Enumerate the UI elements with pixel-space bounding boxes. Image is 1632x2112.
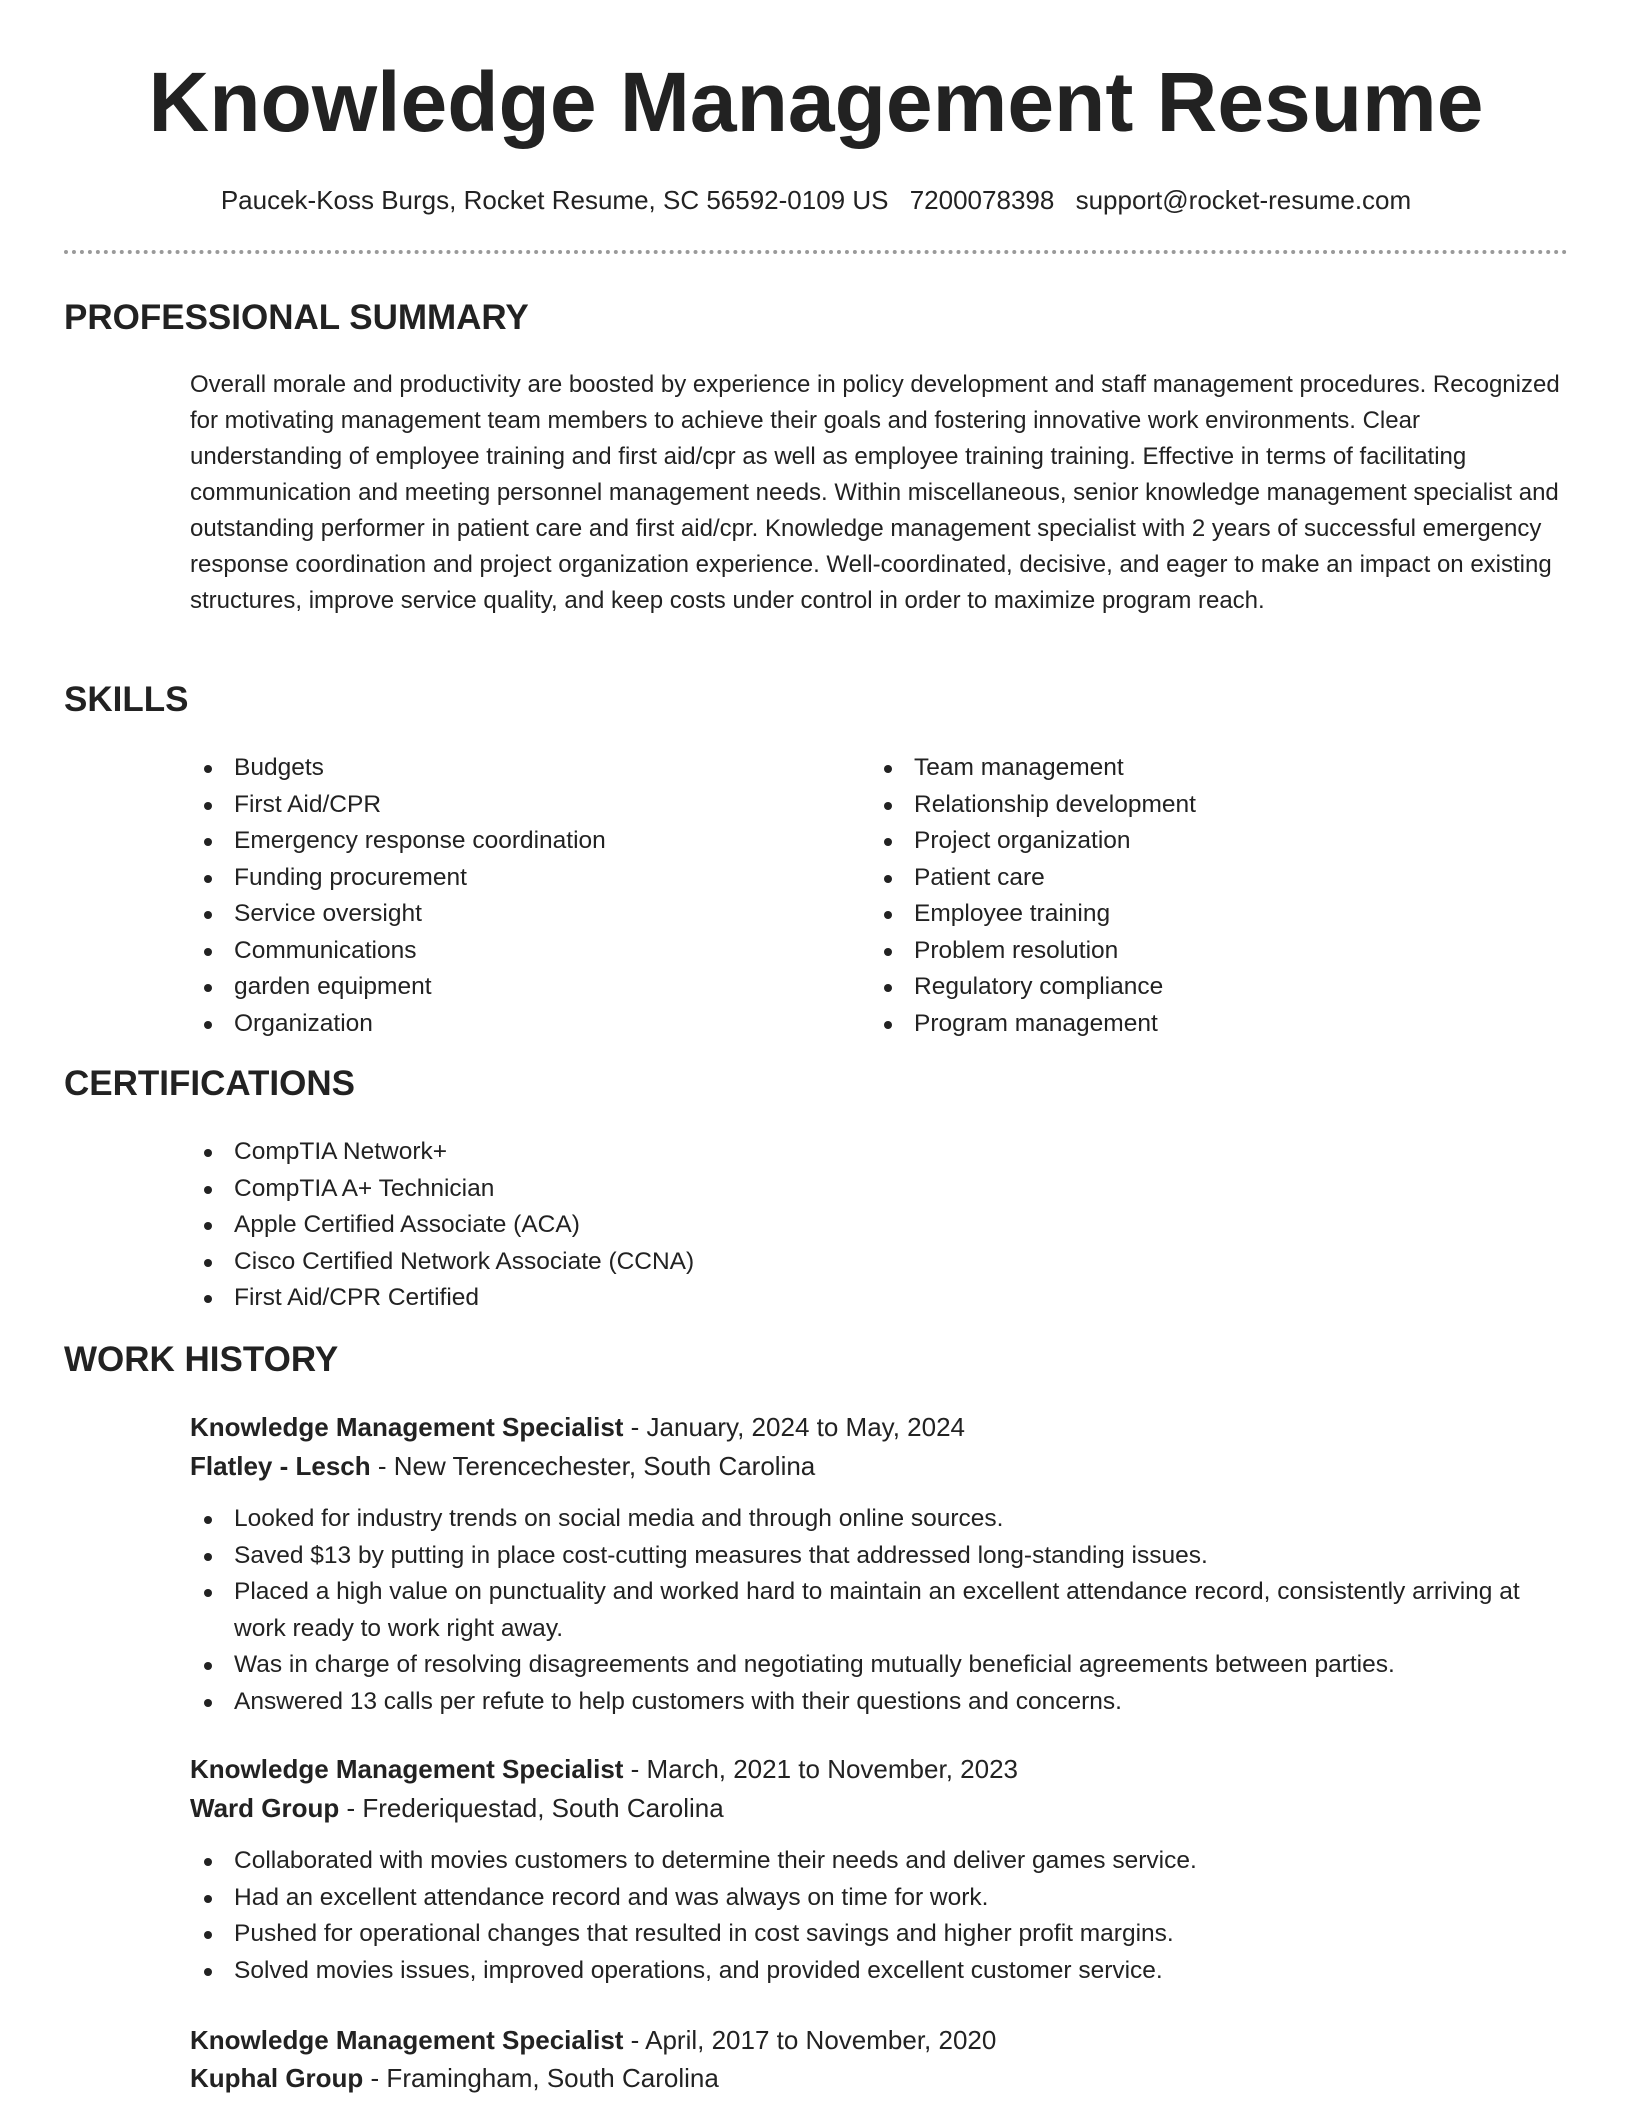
skill-item: Regulatory compliance — [870, 969, 1510, 1006]
certification-item: CompTIA Network+ — [190, 1134, 1090, 1171]
certification-item: CompTIA A+ Technician — [190, 1171, 1090, 1208]
skill-item: Relationship development — [870, 787, 1510, 824]
job-bullet: Pushed for operational changes that resulted in cost savings and higher profit margins. — [190, 1916, 1575, 1953]
skill-item: Problem resolution — [870, 933, 1510, 970]
skill-item: Team management — [870, 750, 1510, 787]
contact-phone: 7200078398 — [909, 185, 1055, 215]
job-role: Knowledge Management Specialist — [190, 1412, 624, 1442]
job-company-line — [190, 2059, 719, 2097]
job-company: Ward Group — [190, 1793, 340, 1823]
certification-item: Cisco Certified Network Associate (CCNA) — [190, 1244, 1090, 1281]
job-bullet: Saved $13 by putting in place cost-cutting measures that addressed long-standing issues. — [190, 1538, 1575, 1575]
contact-address: Paucek-Koss Burgs, Rocket Resume, SC 56592-0109 US — [220, 185, 889, 215]
skill-item: Organization — [190, 1006, 830, 1043]
certification-item: First Aid/CPR Certified — [190, 1280, 1090, 1317]
skill-item: First Aid/CPR — [190, 787, 830, 824]
job-company-line — [190, 1789, 724, 1827]
skill-item: Emergency response coordination — [190, 823, 830, 860]
skill-item: Patient care — [870, 860, 1510, 897]
job-role: Knowledge Management Specialist — [190, 1754, 624, 1784]
job-dates: - April, 2017 to November, 2020 — [623, 2025, 997, 2055]
job-title-line — [190, 1408, 965, 1446]
certifications-list — [190, 1134, 1090, 1317]
job-bullet: Answered 13 calls per refute to help customers with their questions and concerns. — [190, 1684, 1575, 1721]
job-bullet: Had an excellent attendance record and was always on time for work. — [190, 1880, 1575, 1917]
skill-item: Funding procurement — [190, 860, 830, 897]
job-bullet: Solved movies issues, improved operations, and provided excellent customer service. — [190, 1953, 1575, 1990]
job-title-line — [190, 1750, 1018, 1788]
skill-item: Employee training — [870, 896, 1510, 933]
job-bullet: Was in charge of resolving disagreements and negotiating mutually beneficial agreements between parties. — [190, 1647, 1575, 1684]
job-location: - Framingham, South Carolina — [363, 2063, 719, 2093]
summary-text: Overall morale and productivity are boosted by experience in policy development and staff management procedures. Recognized for motivating management team members to achieve their goals and fostering innovative work environments. Clear understanding of employee training and first aid/cpr as well as employee training training. Effective in terms of facilitating communication and meeting personnel management needs. Within miscellaneous, senior knowledge management specialist and outstanding performer in patient care and first aid/cpr. Knowledge management specialist with 2 years of successful emergency response coordination and project organization experience. Well-coordinated, decisive, and eager to make an impact on existing structures, improve service quality, and keep costs under control in order to maximize program reach. — [190, 371, 1560, 614]
work-history-heading: WORK HISTORY — [64, 1340, 339, 1379]
skill-item: Budgets — [190, 750, 830, 787]
skills-heading: SKILLS — [64, 680, 189, 719]
skill-item: Program management — [870, 1006, 1510, 1043]
summary-heading: PROFESSIONAL SUMMARY — [64, 298, 529, 337]
job-dates: - March, 2021 to November, 2023 — [623, 1754, 1018, 1784]
job-bullet: Placed a high value on punctuality and worked hard to maintain an excellent attendance record, consistently arriving at work ready to work right away. — [190, 1574, 1575, 1647]
job-bullet: Looked for industry trends on social media and through online sources. — [190, 1501, 1575, 1538]
job-dates: - January, 2024 to May, 2024 — [623, 1412, 966, 1442]
job-location: - Frederiquestad, South Carolina — [339, 1793, 724, 1823]
contact-line — [0, 182, 1632, 218]
skill-item: Communications — [190, 933, 830, 970]
job-company: Flatley - Lesch — [190, 1451, 371, 1481]
job-bullet-list — [190, 1843, 1575, 1989]
header-divider — [64, 250, 1568, 254]
job-company: Kuphal Group — [190, 2063, 364, 2093]
job-bullet: Collaborated with movies customers to determine their needs and deliver games service. — [190, 1843, 1575, 1880]
skill-item: Project organization — [870, 823, 1510, 860]
job-company-line — [190, 1447, 815, 1485]
certifications-heading: CERTIFICATIONS — [64, 1064, 356, 1103]
skill-item: garden equipment — [190, 969, 830, 1006]
certification-item: Apple Certified Associate (ACA) — [190, 1207, 1090, 1244]
skills-list-left — [190, 750, 830, 1042]
skills-list-right — [870, 750, 1510, 1042]
job-title-line — [190, 2021, 996, 2059]
job-location: - New Terencechester, South Carolina — [370, 1451, 816, 1481]
resume-title: Knowledge Management Resume — [148, 55, 1484, 149]
contact-email: support@rocket-resume.com — [1075, 185, 1412, 215]
job-role: Knowledge Management Specialist — [190, 2025, 624, 2055]
skill-item: Service oversight — [190, 896, 830, 933]
job-bullet-list — [190, 1501, 1575, 1720]
